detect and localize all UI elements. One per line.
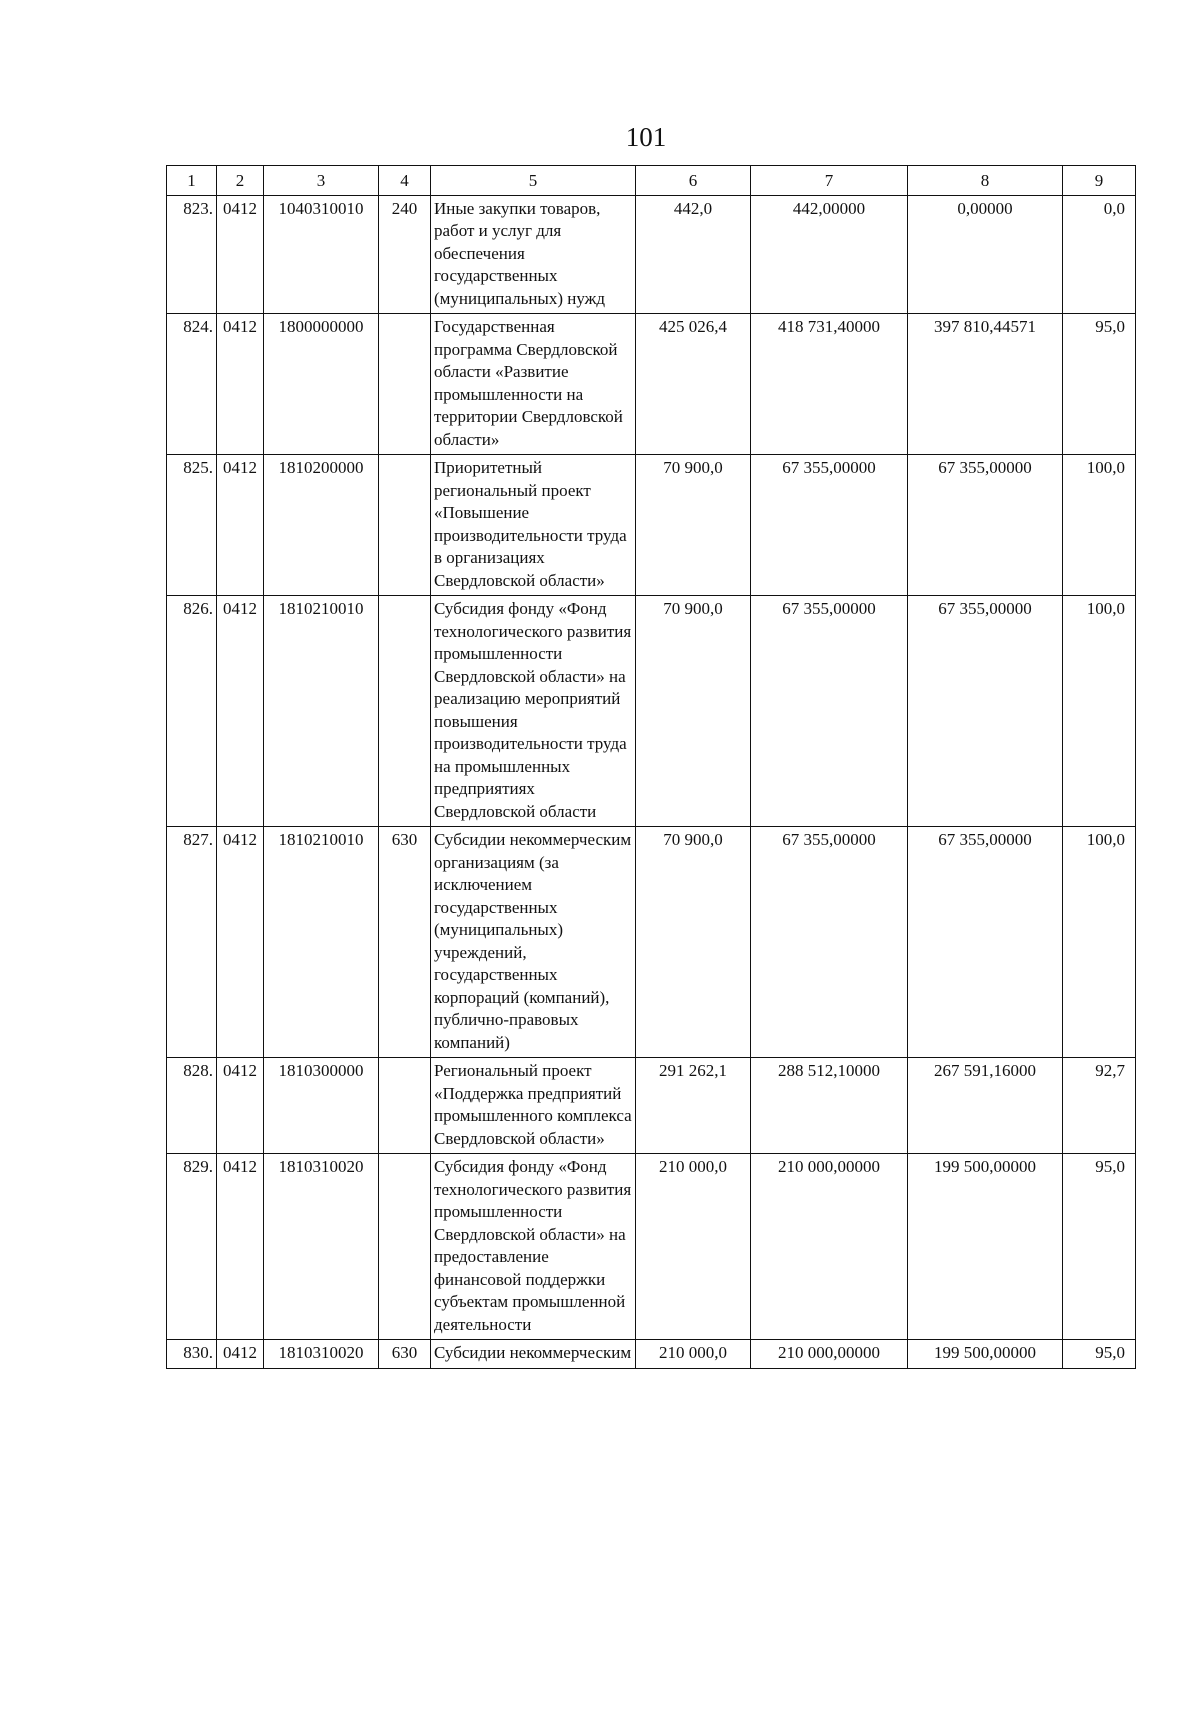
target-code: 1810210010 <box>264 827 379 1058</box>
row-number: 823. <box>167 195 217 314</box>
section-code: 0412 <box>217 314 264 455</box>
value-col6: 210 000,0 <box>636 1340 751 1369</box>
section-code: 0412 <box>217 1058 264 1154</box>
row-number: 824. <box>167 314 217 455</box>
item-name: Государственная программа Свердловской области «Развитие промышленности на территории Свердловской области» <box>431 314 636 455</box>
target-code: 1800000000 <box>264 314 379 455</box>
table-row <box>167 1058 1136 1154</box>
table-row <box>167 596 1136 827</box>
table-row <box>167 1154 1136 1340</box>
header-cell: 2 <box>217 166 264 196</box>
expense-kind <box>379 314 431 455</box>
expense-kind <box>379 455 431 596</box>
target-code: 1810310020 <box>264 1340 379 1369</box>
value-col8: 67 355,00000 <box>908 455 1063 596</box>
target-code: 1810300000 <box>264 1058 379 1154</box>
row-number: 826. <box>167 596 217 827</box>
row-number: 825. <box>167 455 217 596</box>
section-code: 0412 <box>217 596 264 827</box>
value-col9: 92,7 <box>1063 1058 1136 1154</box>
value-col9: 95,0 <box>1063 314 1136 455</box>
value-col8: 67 355,00000 <box>908 596 1063 827</box>
header-cell: 1 <box>167 166 217 196</box>
target-code: 1810210010 <box>264 596 379 827</box>
value-col6: 70 900,0 <box>636 827 751 1058</box>
value-col6: 291 262,1 <box>636 1058 751 1154</box>
target-code: 1040310010 <box>264 195 379 314</box>
row-number: 828. <box>167 1058 217 1154</box>
table-row <box>167 314 1136 455</box>
value-col7: 210 000,00000 <box>751 1340 908 1369</box>
item-name: Региональный проект «Поддержка предприятий промышленного комплекса Свердловской области» <box>431 1058 636 1154</box>
expense-kind <box>379 1154 431 1340</box>
budget-table <box>166 165 1136 1369</box>
header-cell: 4 <box>379 166 431 196</box>
target-code: 1810310020 <box>264 1154 379 1340</box>
value-col8: 67 355,00000 <box>908 827 1063 1058</box>
header-cell: 3 <box>264 166 379 196</box>
header-cell: 6 <box>636 166 751 196</box>
row-number: 827. <box>167 827 217 1058</box>
header-cell: 9 <box>1063 166 1136 196</box>
item-name: Субсидия фонду «Фонд технологического развития промышленности Свердловской области» на предоставление финансовой поддержки субъектам промышленной деятельности <box>431 1154 636 1340</box>
expense-kind <box>379 596 431 827</box>
value-col7: 67 355,00000 <box>751 827 908 1058</box>
value-col7: 67 355,00000 <box>751 596 908 827</box>
value-col8: 199 500,00000 <box>908 1340 1063 1369</box>
value-col7: 442,00000 <box>751 195 908 314</box>
header-cell: 7 <box>751 166 908 196</box>
value-col6: 70 900,0 <box>636 596 751 827</box>
value-col9: 0,0 <box>1063 195 1136 314</box>
value-col9: 100,0 <box>1063 455 1136 596</box>
expense-kind: 630 <box>379 827 431 1058</box>
row-number: 830. <box>167 1340 217 1369</box>
value-col9: 100,0 <box>1063 827 1136 1058</box>
item-name: Приоритетный региональный проект «Повышение производительности труда в организациях Свердловской области» <box>431 455 636 596</box>
value-col6: 425 026,4 <box>636 314 751 455</box>
target-code: 1810200000 <box>264 455 379 596</box>
item-name: Субсидии некоммерческим организациям (за исключением государственных (муниципальных) учреждений, государственных корпораций (компаний), публично-правовых компаний) <box>431 827 636 1058</box>
value-col7: 210 000,00000 <box>751 1154 908 1340</box>
item-name: Субсидии некоммерческим <box>431 1340 636 1369</box>
value-col7: 288 512,10000 <box>751 1058 908 1154</box>
value-col8: 199 500,00000 <box>908 1154 1063 1340</box>
value-col9: 95,0 <box>1063 1154 1136 1340</box>
section-code: 0412 <box>217 455 264 596</box>
value-col7: 67 355,00000 <box>751 455 908 596</box>
section-code: 0412 <box>217 1340 264 1369</box>
table-row <box>167 827 1136 1058</box>
item-name: Субсидия фонду «Фонд технологического развития промышленности Свердловской области» на реализацию мероприятий повышения производительности труда на промышленных предприятиях Свердловской области <box>431 596 636 827</box>
expense-kind: 630 <box>379 1340 431 1369</box>
section-code: 0412 <box>217 195 264 314</box>
page-number: 101 <box>625 122 667 152</box>
item-name: Иные закупки товаров, работ и услуг для обеспечения государственных (муниципальных) нужд <box>431 195 636 314</box>
row-number: 829. <box>167 1154 217 1340</box>
expense-kind: 240 <box>379 195 431 314</box>
section-code: 0412 <box>217 1154 264 1340</box>
value-col6: 210 000,0 <box>636 1154 751 1340</box>
value-col8: 267 591,16000 <box>908 1058 1063 1154</box>
header-row <box>167 166 1136 196</box>
value-col6: 442,0 <box>636 195 751 314</box>
value-col9: 100,0 <box>1063 596 1136 827</box>
expense-kind <box>379 1058 431 1154</box>
value-col7: 418 731,40000 <box>751 314 908 455</box>
value-col6: 70 900,0 <box>636 455 751 596</box>
table-row <box>167 455 1136 596</box>
value-col8: 0,00000 <box>908 195 1063 314</box>
value-col8: 397 810,44571 <box>908 314 1063 455</box>
value-col9: 95,0 <box>1063 1340 1136 1369</box>
header-cell: 5 <box>431 166 636 196</box>
section-code: 0412 <box>217 827 264 1058</box>
table-row <box>167 195 1136 314</box>
table-row <box>167 1340 1136 1369</box>
header-cell: 8 <box>908 166 1063 196</box>
